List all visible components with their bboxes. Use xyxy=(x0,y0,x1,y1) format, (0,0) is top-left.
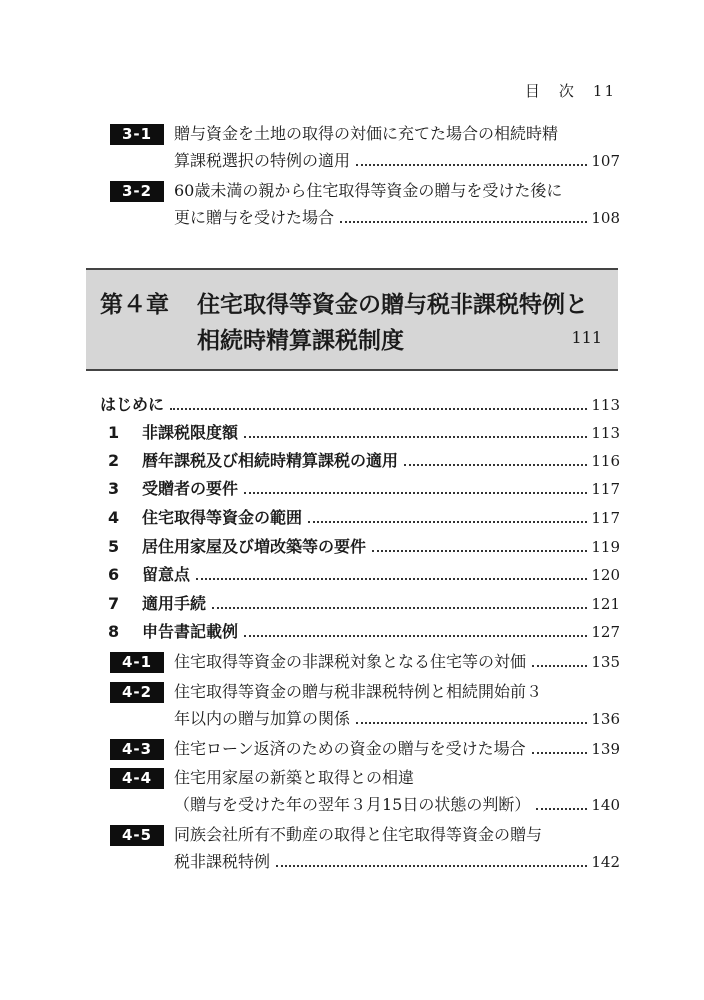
chapter-heading[interactable] xyxy=(86,268,618,371)
page-number: 119 xyxy=(591,538,620,556)
page-number: 116 xyxy=(591,452,620,470)
page-number: 117 xyxy=(591,480,620,498)
toc-entry-title: 居住用家屋及び増改築等の要件 xyxy=(142,537,367,556)
case-badge: 4-5 xyxy=(110,825,164,846)
case-title-line2-leader xyxy=(174,208,620,228)
leader-dots xyxy=(244,492,587,494)
toc-entry-title: はじめに xyxy=(100,395,165,414)
page-number: 120 xyxy=(591,566,620,584)
toc-entry-6[interactable] xyxy=(108,565,620,585)
page-number: 127 xyxy=(591,623,620,641)
leader-dots xyxy=(536,808,587,810)
case-title-line1: 住宅取得等資金の贈与税非課税特例と相続開始前３ xyxy=(174,682,543,701)
case-title-line2: 算課税選択の特例の適用 xyxy=(174,151,351,170)
case-title-line2-leader xyxy=(174,709,620,729)
toc-entry-intro[interactable] xyxy=(100,395,620,415)
toc-entry-2[interactable] xyxy=(108,451,620,471)
leader-dots xyxy=(356,164,587,166)
leader-dots xyxy=(170,408,587,410)
leader-dots xyxy=(372,550,587,552)
page-number: 107 xyxy=(591,152,620,170)
running-header: 目 次 11 xyxy=(524,82,616,100)
leader-dots xyxy=(276,865,587,867)
toc-entry-number: 3 xyxy=(108,479,120,498)
case-badge: 3-1 xyxy=(110,124,164,145)
page-number: 139 xyxy=(591,740,620,758)
case-title-line2-leader xyxy=(174,151,620,171)
toc-entry-number: 5 xyxy=(108,537,120,556)
case-title-line2: 税非課税特例 xyxy=(174,852,271,871)
case-title-line1: 60歳未満の親から住宅取得等資金の贈与を受けた後に xyxy=(174,181,563,200)
page-number: 140 xyxy=(591,796,620,814)
leader-dots xyxy=(532,665,587,667)
leader-dots xyxy=(244,436,587,438)
toc-entry-number: 1 xyxy=(108,423,120,442)
toc-entry-number: 7 xyxy=(108,594,120,613)
case-badge: 4-1 xyxy=(110,652,164,673)
toc-entry-number: 6 xyxy=(108,565,120,584)
toc-entry-title: 留意点 xyxy=(142,565,191,584)
case-title-line2-leader xyxy=(174,795,620,815)
case-title-line2: 年以内の贈与加算の関係 xyxy=(174,709,351,728)
leader-dots xyxy=(308,521,587,523)
toc-entry-4[interactable] xyxy=(108,508,620,528)
page-number: 113 xyxy=(591,424,620,442)
leader-dots xyxy=(196,578,587,580)
case-title-line2: （贈与を受けた年の翌年３月15日の状態の判断） xyxy=(174,795,531,814)
toc-entry-1[interactable] xyxy=(108,423,620,443)
toc-entry-number: 8 xyxy=(108,622,120,641)
page-number: 113 xyxy=(591,396,620,414)
toc-entry-title: 暦年課税及び相続時精算課税の適用 xyxy=(142,451,399,470)
page-number: 117 xyxy=(591,509,620,527)
chapter-title-line1: 住宅取得等資金の贈与税非課税特例と xyxy=(197,292,588,318)
chapter-title-line2: 相続時精算課税制度 xyxy=(197,328,404,354)
case-title-line2: 更に贈与を受けた場合 xyxy=(174,208,335,227)
page-number: 121 xyxy=(591,595,620,613)
page-number: 136 xyxy=(591,710,620,728)
toc-entry-title: 非課税限度額 xyxy=(142,423,239,442)
case-title-line1: 贈与資金を土地の取得の対価に充てた場合の相続時精 xyxy=(174,124,559,143)
leader-dots xyxy=(212,607,587,609)
toc-entry-5[interactable] xyxy=(108,537,620,557)
toc-entry-number: 2 xyxy=(108,451,120,470)
case-badge: 4-3 xyxy=(110,739,164,760)
toc-entry-title: 適用手続 xyxy=(142,594,207,613)
case-title-leader xyxy=(174,739,620,759)
leader-dots xyxy=(244,635,587,637)
case-badge: 4-2 xyxy=(110,682,164,703)
toc-entry-title: 受贈者の要件 xyxy=(142,479,239,498)
page-number: 142 xyxy=(591,853,620,871)
toc-entry-title: 住宅取得等資金の範囲 xyxy=(142,508,303,527)
case-badge: 4-4 xyxy=(110,768,164,789)
leader-dots xyxy=(356,722,587,724)
leader-dots xyxy=(404,464,587,466)
chapter-page-number: 111 xyxy=(571,328,602,347)
case-title-line1: 住宅ローン返済のための資金の贈与を受けた場合 xyxy=(174,739,526,758)
page-number: 108 xyxy=(591,209,620,227)
case-title-line2-leader xyxy=(174,852,620,872)
case-title-line1: 同族会社所有不動産の取得と住宅取得等資金の贈与 xyxy=(174,825,543,844)
page-number: 135 xyxy=(591,653,620,671)
leader-dots xyxy=(532,752,588,754)
toc-entry-number: 4 xyxy=(108,508,120,527)
leader-dots xyxy=(340,221,587,223)
toc-entry-3[interactable] xyxy=(108,479,620,499)
case-title-line1: 住宅取得等資金の非課税対象となる住宅等の対価 xyxy=(174,652,527,671)
chapter-number: 第４章 xyxy=(100,292,169,318)
toc-entry-title: 申告書記載例 xyxy=(142,622,239,641)
case-badge: 3-2 xyxy=(110,181,164,202)
case-title-line1: 住宅用家屋の新築と取得との相違 xyxy=(174,768,415,787)
toc-entry-7[interactable] xyxy=(108,594,620,614)
case-title-leader xyxy=(174,652,620,672)
toc-entry-8[interactable] xyxy=(108,622,620,642)
